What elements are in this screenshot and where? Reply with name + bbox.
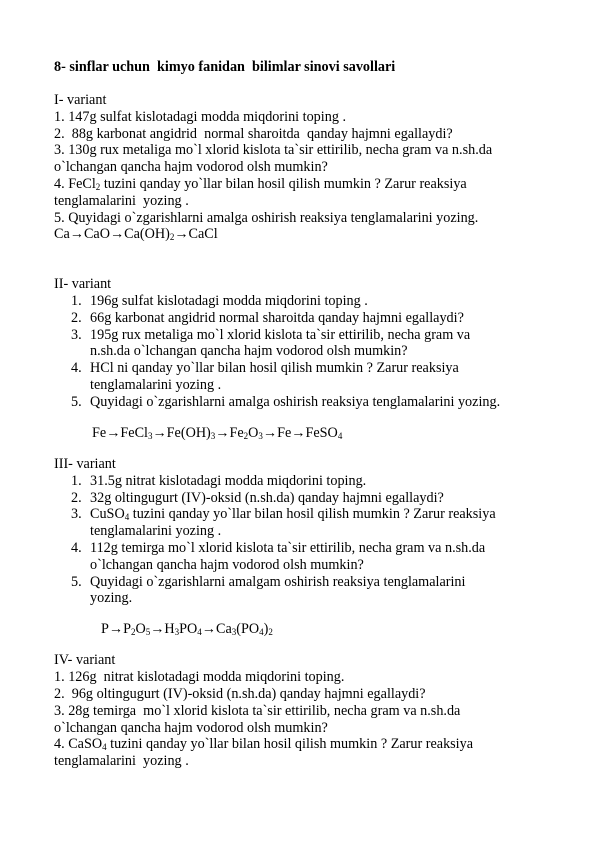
v3-question-1: 1. 31.5g nitrat kislotadagi modda miqdorini toping. <box>71 472 367 489</box>
v1-question-2: 2. 88g karbonat angidrid normal sharoitda qanday hajmni egallaydi? <box>54 125 453 142</box>
v4-question-1: 1. 126g nitrat kislotadagi modda miqdorini toping. <box>54 669 345 686</box>
v2-question-list <box>54 293 554 411</box>
v3-question-4: 4. 112g temirga mo`l xlorid kislota ta`sir ettirilib, necha gram va n.sh.da o`lchangan qancha hajm vodorod olsh mumkin? <box>71 539 486 573</box>
v1-equation: $Ca\to CaO\to Ca(OH)_2\to CaCl$ <box>54 226 218 243</box>
v2-question-5: 5. Quyidagi o`zgarishlarni amalga oshirish reaksiya tenglamalarini yozing. <box>71 393 501 410</box>
variant-2 <box>54 276 554 442</box>
v2-question-4: 4. HCl ni qanday yo`llar bilan hosil qilish mumkin ? Zarur reaksiya tenglamalarini yozing . <box>71 360 459 393</box>
document-page <box>54 59 554 770</box>
v2-question-3: 3. 195g rux metaliga mo`l xlorid kislota ta`sir ettirilib, necha gram va n.sh.da o`lchangan qancha hajm vodorod olsh mumkin? <box>71 326 471 360</box>
v1-question-4-line-2: tenglamalarini yozing . <box>54 192 189 209</box>
v3-question-5: 5. Quyidagi o`zgarishlarni amalgam oshirish reaksiya tenglamalarini yozing. <box>71 573 466 607</box>
v1-question-4-line-1: 4. FeCl$_2$ tuzini qanday yo`llar bilan hosil qilish mumkin ? Zarur reaksiya <box>54 175 467 192</box>
variant-1 <box>54 92 554 243</box>
v2-question-1: 1. 196g sulfat kislotadagi modda miqdorini toping . <box>71 292 368 309</box>
variant-2-heading: II- variant <box>54 276 112 293</box>
variant-4-heading: IV- variant <box>54 652 116 669</box>
v3-question-list <box>54 473 554 607</box>
v1-question-3-line-2: o`lchangan qancha hajm vodorod olsh mumkin? <box>54 159 328 176</box>
v3-equation: $P\to P_2O_5\to H_3PO_4\to Ca_3(PO_4)_2$ <box>101 621 273 638</box>
v1-question-3-line-1: 3. 130g rux metaliga mo`l xlorid kislota ta`sir ettirilib, necha gram va n.sh.da <box>54 142 493 159</box>
v4-question-2: 2. 96g oltingugurt (IV)-oksid (n.sh.da) qanday hajmni egallaydi? <box>54 686 426 703</box>
variant-3-heading: III- variant <box>54 455 116 472</box>
v4-question-4-line-2: tenglamalarini yozing . <box>54 753 189 770</box>
v1-question-1: 1. 147g sulfat kislotadagi modda miqdorini toping . <box>54 108 347 125</box>
v2-question-2: 2. 66g karbonat angidrid normal sharoitda qanday hajmni egallaydi? <box>71 309 464 326</box>
v3-question-2: 2. 32g oltingugurt (IV)-oksid (n.sh.da) qanday hajmni egallaydi? <box>71 489 444 506</box>
v2-equation: $Fe\to FeCl_3\to Fe(OH)_3\to Fe_2O_3\to Fe\to FeSO_4$ <box>92 424 343 441</box>
page-title: 8- sinflar uchun kimyo fanidan bilimlar sinovi savollari <box>54 59 396 75</box>
variant-4 <box>54 652 554 770</box>
variant-3 <box>54 456 554 638</box>
variant-1-heading: I- variant <box>54 92 107 108</box>
v1-question-5: 5. Quyidagi o`zgarishlarni amalga oshirish reaksiya tenglamalarini yozing. <box>54 209 479 226</box>
v4-question-3-line-1: 3. 28g temirga mo`l xlorid kislota ta`sir ettirilib, necha gram va n.sh.da <box>54 702 461 719</box>
v4-question-3-line-2: o`lchangan qancha hajm vodorod olsh mumkin? <box>54 719 328 736</box>
v4-question-4-line-1: 4. CaSO$_4$ tuzini qanday yo`llar bilan hosil qilish mumkin ? Zarur reaksiya <box>54 736 474 753</box>
v3-question-3: 3. CuSO$_4$ tuzini qanday yo`llar bilan hosil qilish mumkin ? Zarur reaksiya tenglamalarini yozing . <box>71 506 496 540</box>
